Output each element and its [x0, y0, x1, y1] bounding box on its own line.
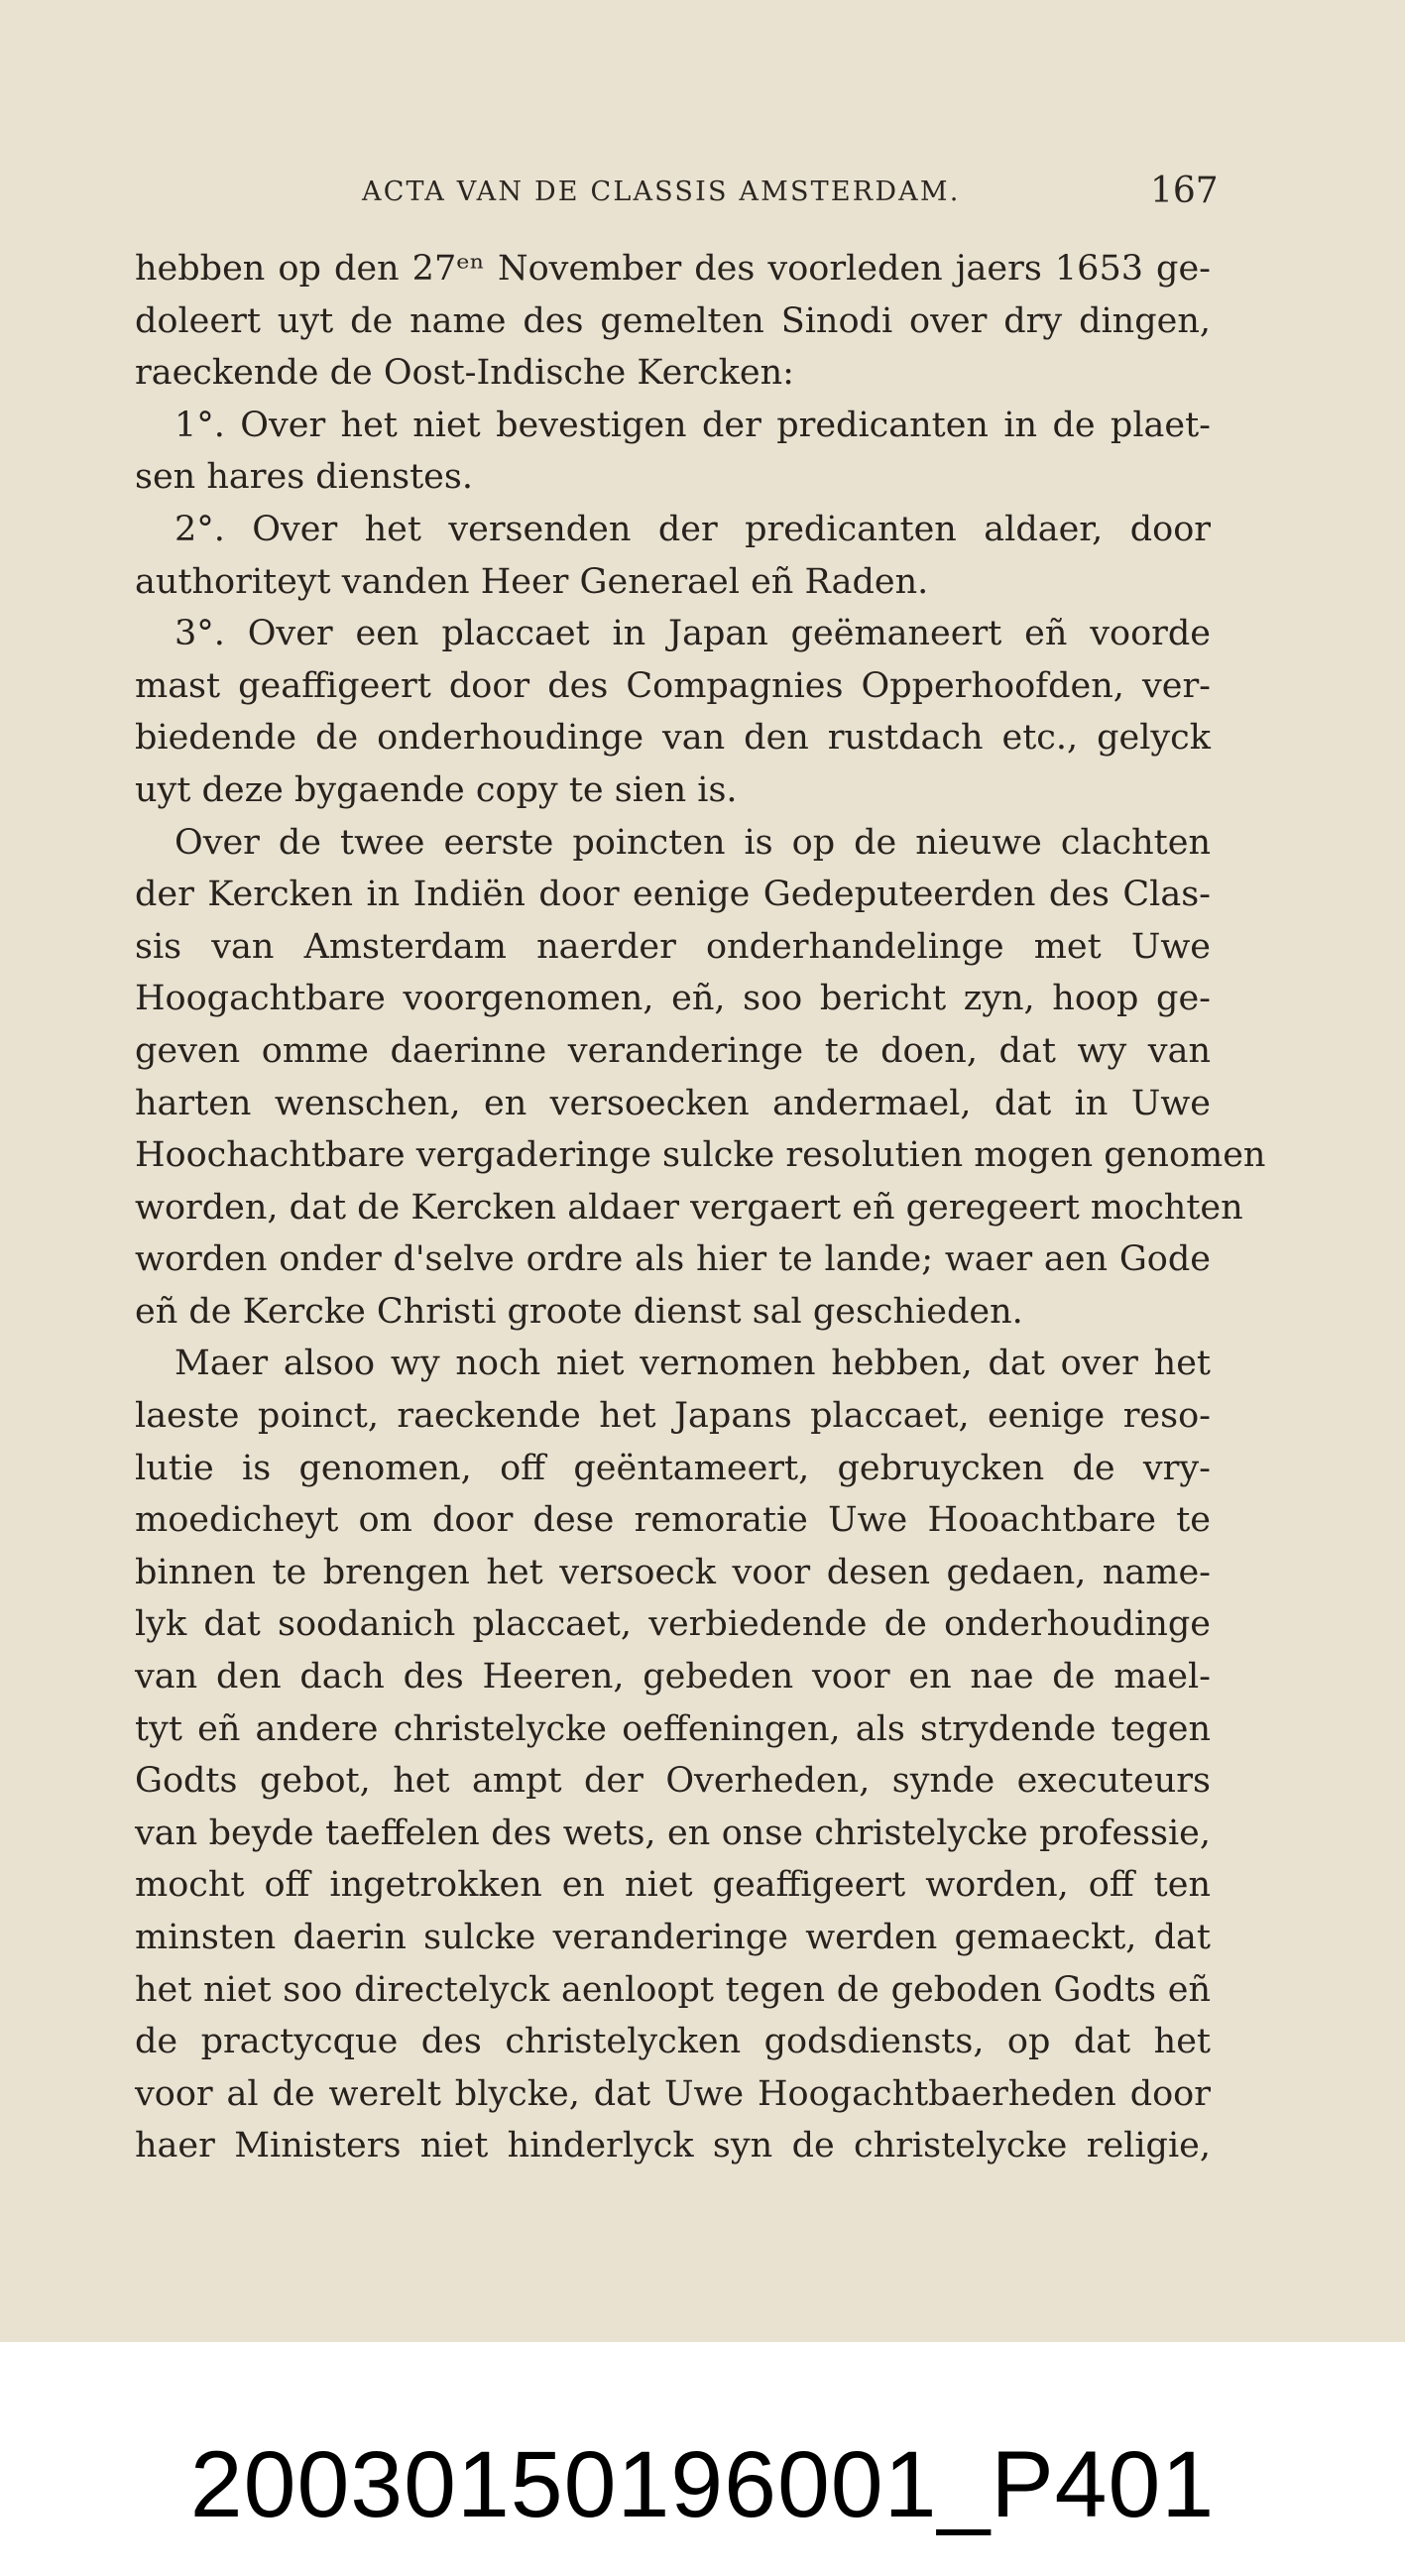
text-line: doleert uyt de name des gemelten Sinodi over dry dingen, — [135, 300, 1211, 341]
text-line: van den dach des Heeren, gebeden voor en nae de mael- — [135, 1657, 1211, 1698]
text-line: eñ de Kercke Christi groote dienst sal geschieden. — [135, 1291, 1023, 1332]
identifier-band — [0, 2342, 1405, 2576]
text-line: lutie is genomen, off geëntameert, gebruycken de vry- — [135, 1448, 1211, 1488]
text-line: 3°. Over een placcaet in Japan geëmaneert eñ voorde — [175, 614, 1211, 654]
text-line: lyk dat soodanich placcaet, verbiedende de onderhoudinge — [135, 1604, 1211, 1645]
text-line: 1°. Over het niet bevestigen der predicanten in de plaet- — [175, 405, 1211, 445]
text-line: minsten daerin sulcke veranderinge werden gemaeckt, dat — [135, 1918, 1211, 1957]
text-line: uyt deze bygaende copy te sien is. — [135, 769, 738, 810]
page-header — [0, 171, 1405, 220]
text-line: hebben op den 27ᵉⁿ November des voorleden jaers 1653 ge- — [135, 249, 1211, 289]
body-text — [135, 243, 1266, 2172]
text-line: authoriteyt vanden Heer Generael eñ Raden. — [135, 561, 929, 602]
text-line: Godts gebot, het ampt der Overheden, synde executeurs — [135, 1761, 1211, 1802]
text-line: laeste poinct, raeckende het Japans placcaet, eenige reso- — [135, 1396, 1211, 1437]
text-line: van beyde taeffelen des wets, en onse christelycke professie, — [135, 1813, 1211, 1853]
text-line: sis van Amsterdam naerder onderhandelinge met Uwe — [135, 926, 1211, 967]
text-line: Maer alsoo wy noch niet vernomen hebben, dat over het — [175, 1344, 1211, 1384]
text-line: 2°. Over het versenden der predicanten aldaer, door — [175, 509, 1211, 549]
text-line: Over de twee eerste poincten is op de nieuwe clachten — [175, 822, 1211, 863]
text-line: tyt eñ andere christelycke oeffeningen, als strydende tegen — [135, 1708, 1211, 1749]
text-line: worden, dat de Kercken aldaer vergaert eñ geregeert mochten — [135, 1187, 1243, 1228]
text-line: raeckende de Oost-Indische Kercken: — [135, 353, 794, 394]
text-line: sen hares dienstes. — [135, 457, 473, 498]
page-identifier: 20030150196001_P401 — [189, 2432, 1216, 2537]
text-line: mast geaffigeert door des Compagnies Opperhoofden, ver- — [135, 665, 1211, 706]
text-line: het niet soo directelyck aenloopt tegen de geboden Godts eñ — [135, 1969, 1211, 2010]
page-number: 167 — [1150, 171, 1219, 211]
text-line: mocht off ingetrokken en niet geaffigeert worden, off ten — [135, 1865, 1211, 1906]
text-line: de practycque des christelycken godsdiensts, op dat het — [135, 2022, 1211, 2062]
text-line: biedende de onderhoudinge van den rustdach etc., gelyck — [135, 718, 1211, 759]
text-line: voor al de werelt blycke, dat Uwe Hoogachtbaerheden door — [135, 2073, 1211, 2114]
text-line: worden onder d'selve ordre als hier te lande; waer aen Gode — [135, 1239, 1211, 1280]
text-line: Hoochachtbare vergaderinge sulcke resolutien mogen genomen — [135, 1135, 1266, 1176]
text-line: geven omme daerinne veranderinge te doen, dat wy van — [135, 1030, 1211, 1071]
text-line: moedicheyt om door dese remoratie Uwe Hooachtbare te — [135, 1500, 1211, 1541]
text-line: binnen te brengen het versoeck voor desen gedaen, name- — [135, 1552, 1211, 1592]
text-line: Hoogachtbare voorgenomen, eñ, soo bericht zyn, hoop ge- — [135, 979, 1211, 1019]
text-line: haer Ministers niet hinderlyck syn de christelycke religie, — [135, 2126, 1211, 2166]
text-line: harten wenschen, en versoecken andermael, dat in Uwe — [135, 1083, 1211, 1123]
text-line: der Kercken in Indiën door eenige Gedeputeerden des Clas- — [135, 875, 1211, 915]
running-head: ACTA VAN DE CLASSIS AMSTERDAM. — [362, 176, 961, 207]
